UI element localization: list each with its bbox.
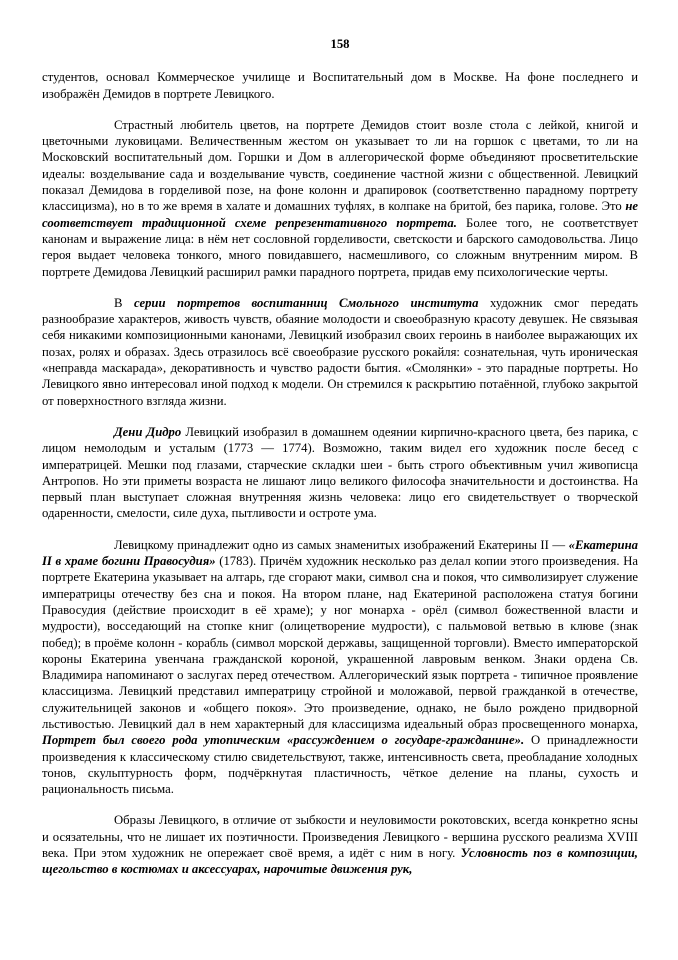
paragraph-text: Образы Левицкого, в отличие от зыбкости и неуловимости рокотовских, всегда конкретно ясны и осязательны, что не лишает их поэтичности. Произведения Левицкого - вершина русского реализма XVIII века. При этом художник не опережает своё время, а идёт с ним в ногу. — [42, 813, 638, 861]
emphasis-text: серии портретов воспитанниц Смольного института — [133, 295, 479, 310]
emphasis-text: «Екатерина II в храме богини Правосудия» — [42, 537, 638, 569]
paragraph-demidov-intro — [42, 69, 638, 102]
emphasis-text: Портрет был своего рода утопическим «рассуждением о государе-гражданине». — [42, 733, 525, 748]
paragraph-diderot — [42, 424, 638, 522]
paragraph-text: Левицкий изобразил в домашнем одеянии кирпично-красного цвета, без парика, с лицом немолодым и усталым (1773 — 1774). Возможно, таким видел его художник после бесед с императрицей. Мешки под глазами, старческие складки шеи - быть строго объективным учил живописца Антропов. Но эти приметы возраста не лишают лицо великого философа значительности и достоинства. На первый план выступает сложная внутренняя жизнь человека: лицо его свидетельствует о творческой одаренности, смелости, силе духа, пытливости и остроте ума. — [42, 424, 638, 521]
paragraph-demidov-portrait — [42, 117, 638, 280]
emphasis-text: Условность поз в композиции, щегольство в костюмах и аксессуарах, нарочитые движения рук, — [42, 846, 638, 877]
paragraph-text: Левицкому принадлежит одно из самых знаменитых изображений Екатерины II — — [114, 537, 569, 552]
emphasis-text: не соответствует традиционной схеме репрезентативного портрета. — [42, 199, 638, 230]
emphasis-text: Дени Дидро — [114, 424, 182, 439]
paragraph-text: художник смог передать разнообразие характеров, живость чувств, обаяние молодости и своеобразную красоту девушек. Не связывая себя никакими композиционными канонами, Левицкий изобразил своих героинь в наиболее выражающих их позах, ролях и образах. Здесь отразилось всё своеобразие русского рокайля: сознательная, чуть ироническая «неправда маскарада», декоративность и чувство радости бытия. «Смолянки» - это парадные портреты. Но Левицкого явно интересовал иной подход к модели. Он стремился к раскрытию потаённой, глубоко закрытой от поверхностного взгляда жизни. — [42, 295, 638, 408]
document-page — [42, 36, 638, 878]
paragraph-smolny-series — [42, 295, 638, 409]
paragraph-text: Страстный любитель цветов, на портрете Демидов стоит возле стола с лейкой, книгой и цветочными луковицами. Величественным жестом он указывает то ли на горшок с цветами, то ли на Московский воспитательный дом. Горшки и Дом в аллегорической форме объединяют просветительские идеалы: возделывание сада и возделывание чувств, соединение частной жизни с общественной. Левицкий показал Демидова в горделивой позе, на фоне колонн и драпировок (соответственно парадному портрету классицизма), но в то же время в халате и домашних туфлях, в колпаке на бритой, без парика, голове. Это — [42, 117, 638, 214]
paragraph-images-summary — [42, 812, 638, 877]
page-number: 158 — [330, 37, 350, 51]
paragraph-text: В — [114, 295, 134, 310]
paragraph-catherine — [42, 537, 638, 798]
paragraph-text: студентов, основал Коммерческое училище и Воспитательный дом в Москве. На фоне последнего и изображён Демидов в портрете Левицкого. — [42, 70, 638, 101]
paragraph-text: О принадлежности произведения к классическому стилю свидетельствуют, также, интенсивность света, преобладание холодных тонов, скульптурность форм, подчёркнутая пластичность, чёткое деление на планы, сухость и рациональность письма. — [42, 733, 638, 797]
paragraph-text: (1783). Причём художник несколько раз делал копии этого произведения. На портрете Екатерина указывает на алтарь, где сгорают маки, символ сна и покоя, что символизирует служение императрицы отечеству без сна и покоя. На втором плане, над Екатериной расположена статуя богини Правосудия (действие происходит в её храме); у ног монарха - орёл (символ божественной власти и мудрости), восседающий на стопке книг (олицетворение мудрости), с пальмовой ветвью в клюве (знак побед); в проёме колонн - корабль (символ морской державы, защищенной торговли). Вместо императорской короны Екатерина увенчана гражданской короной, украшенной лавровым венком. Знаки ордена Св. Владимира напоминают о заслугах перед отечеством. Аллегорический язык портрета - типичное проявление классицизма. Левицкий представил императрицу стройной и моложавой, первой гражданкой в отечестве, служительницей законов и «общего покоя». Это произведение, однако, не было рождено придворной льстивостью. Левицкий дал в нем характерный для классицизма идеальный образ просвещенного монарха, — [42, 554, 638, 731]
paragraph-text: Более того, не соответствует канонам и выражение лица: в нём нет сословной горделивости, светскости и барского самодовольства. Лицо героя выдает человека тонкого, много повидавшего, насмешливого, со сложным внутренним миром. В портрете Демидова Левицкий расширил рамки парадного портрета, придав ему психологические черты. — [42, 215, 638, 279]
